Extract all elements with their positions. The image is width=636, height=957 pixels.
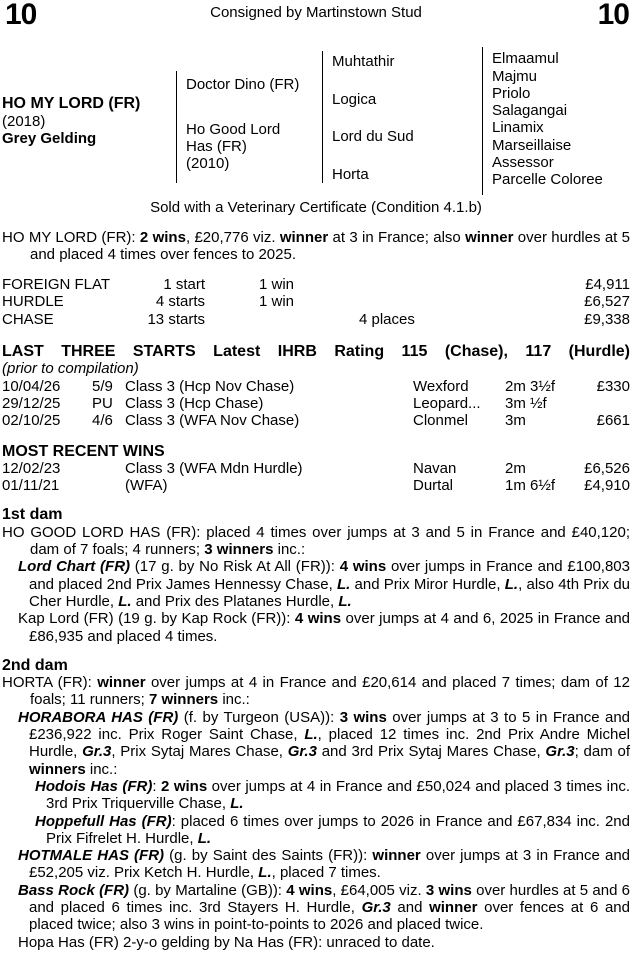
record-row (2, 293, 630, 310)
pedigree-table (2, 47, 630, 195)
pedigree-grandparents-column (322, 47, 482, 195)
produce-paragraph: Bass Rock (FR) (g. by Martaline (GB)): 4 wins, £64,005 viz. 3 wins over hurdles at 5 and 6 and placed 6 times inc. 3rd Stayers H. Hurdle, Gr.3 and winner over fences at 6 and placed twice; also 3 wins in point-to-points to 2026 and placed twice. (18, 881, 631, 934)
start-date-cell: 10/04/26 (2, 377, 61, 395)
start-prize-cell (579, 395, 630, 412)
record-places-cell (359, 293, 481, 310)
race-summary-paragraph: HO MY LORD (FR): 2 wins, £20,776 viz. winner at 3 in France; also winner over hurdles at 5 and placed 4 times over fences to 2025. (2, 228, 631, 263)
win-distance-cell: 2m (505, 459, 526, 477)
record-starts-cell: 4 starts (155, 293, 205, 311)
start-position-cell: PU (92, 394, 113, 412)
win-date-cell: 12/02/23 (2, 459, 61, 477)
dam-name-line: Ho Good Lord (186, 120, 281, 138)
most-recent-wins-heading: MOST RECENT WINS (2, 442, 165, 460)
first-dam-heading: 1st dam (2, 506, 63, 524)
start-row (2, 378, 630, 395)
win-race-cell: Class 3 (WFA Mdn Hurdle) (125, 459, 303, 477)
great-grandparent-name: Linamix (492, 119, 544, 137)
record-row (2, 276, 630, 293)
start-distance-cell: 3m (505, 412, 526, 430)
dam-name-block (186, 121, 322, 173)
dam-year: (2010) (186, 155, 230, 173)
win-date-cell: 01/11/21 (2, 477, 60, 495)
record-category-cell: HURDLE (2, 293, 64, 311)
win-row (2, 477, 630, 494)
first-dam-section (2, 524, 630, 645)
start-course-cell: Wexford (413, 377, 469, 395)
win-course-cell: Durtal (413, 477, 454, 495)
win-prize-cell: £4,910 (584, 477, 630, 495)
produce-paragraph: Lord Chart (FR) (17 g. by No Risk At All (FR)): 4 wins over jumps in France and £100,803 and placed 2nd Prix James Hennessy Chase, L. and Prix Miror Hurdle, L., also 4th Prix du Cher Hurdle, L. and Prix des Platanes Hurdle, L. (18, 558, 631, 610)
produce-paragraph: HORABORA HAS (FR) (f. by Turgeon (USA)): 3 wins over jumps at 3 to 5 in France and £236,922 inc. Prix Roger Saint Chase, L., placed 12 times inc. 2nd Prix Andre Michel Hurdle, Gr.3, Prix Sytaj Mares Chase, Gr.3 and 3rd Prix Sytaj Mares Chase, Gr.3; dam of winners inc.: (18, 708, 631, 778)
grandparent-name: Logica (332, 90, 377, 108)
grandparent-name: Horta (332, 165, 369, 183)
record-earnings-cell: £6,527 (584, 293, 630, 311)
win-position-cell (92, 460, 125, 477)
grandparent-name: Muhtathir (332, 53, 395, 71)
start-prize-cell: £330 (596, 377, 630, 395)
sire-name: Doctor Dino (FR) (186, 76, 300, 94)
second-dam-heading: 2nd dam (2, 656, 68, 674)
start-date-cell: 29/12/25 (2, 394, 61, 412)
great-grandparent-name: Assessor (492, 154, 554, 172)
grand-produce-paragraph: Hoppefull Has (FR): placed 6 times over jumps to 2026 in France and £67,834 inc. 2nd Prix Fifrelet H. Hurdle, L. (35, 812, 630, 847)
record-category-cell: FOREIGN FLAT (2, 276, 111, 294)
win-course-cell: Navan (413, 459, 457, 477)
grand-produce-paragraph: Hodois Has (FR): 2 wins over jumps at 4 in France and £50,024 and placed 3 times inc. 3rd Prix Triquerville Chase, L. (35, 777, 630, 813)
start-distance-cell: 2m 3½f (505, 377, 556, 395)
dam-paragraph: HORTA (FR): winner over jumps at 4 in France and £20,614 and placed 7 times; dam of 12 foals; 11 runners; 7 winners inc.: (2, 674, 630, 709)
lot-number-right: 10 (597, 0, 629, 31)
consignor-line: Consigned by Martinstown Stud (210, 4, 422, 21)
record-wins-cell: 1 win (259, 293, 295, 311)
start-date-cell: 02/10/25 (2, 412, 61, 430)
last-three-starts-subheading: (prior to compilation) (2, 360, 139, 378)
record-places-cell: 4 places (359, 310, 415, 328)
start-prize-cell: £661 (596, 412, 630, 430)
produce-paragraph: Hopa Has (FR) 2-y-o gelding by Na Has (FR): unraced to date. (18, 933, 435, 951)
most-recent-wins-table (2, 460, 630, 495)
record-wins-cell (259, 311, 359, 328)
win-distance-cell: 1m 6½f (505, 477, 556, 495)
last-three-starts-heading: LAST THREE STARTS Latest IHRB Rating 115 (Chase), 117 (Hurdle) (2, 343, 630, 361)
start-race-cell: Class 3 (WFA Nov Chase) (125, 412, 300, 430)
great-grandparent-name: Elmaamul (492, 50, 559, 68)
start-position-cell: 5/9 (92, 377, 113, 395)
produce-paragraph: HOTMALE HAS (FR) (g. by Saint des Saints (FR)): winner over jumps at 3 in France and £52,205 viz. Prix Ketch H. Hurdle, L., placed 7 times. (18, 847, 630, 882)
start-row (2, 395, 630, 412)
start-row (2, 412, 630, 429)
horse-sex: Grey Gelding (2, 129, 97, 147)
record-row (2, 311, 630, 328)
win-race-cell: (WFA) (125, 477, 168, 495)
win-prize-cell: £6,526 (584, 459, 630, 477)
pedigree-parents-column (176, 47, 322, 195)
horse-name: HO MY LORD (FR) (2, 95, 141, 113)
pedigree-divider (482, 47, 483, 195)
record-table (2, 276, 630, 328)
pedigree-great-grandparents-column (482, 47, 630, 195)
record-category-cell: CHASE (2, 310, 54, 328)
record-earnings-cell: £9,338 (584, 310, 630, 328)
second-dam-section (2, 674, 630, 951)
grandparent-name: Lord du Sud (332, 128, 414, 146)
pedigree-divider (322, 51, 323, 183)
great-grandparent-name: Salagangai (492, 102, 568, 120)
last-three-starts-table (2, 378, 630, 430)
start-course-cell: Leopard... (413, 394, 481, 412)
great-grandparent-name: Marseillaise (492, 136, 572, 154)
great-grandparent-name: Parcelle Coloree (492, 171, 603, 189)
record-places-cell (359, 276, 481, 293)
dam-paragraph: HO GOOD LORD HAS (FR): placed 4 times over jumps at 3 and 5 in France and £40,120; dam of 7 foals; 4 runners; 3 winners inc.: (2, 523, 630, 559)
start-race-cell: Class 3 (Hcp Nov Chase) (125, 377, 295, 395)
record-earnings-cell: £4,911 (585, 276, 630, 294)
produce-paragraph: Kap Lord (FR) (19 g. by Kap Rock (FR)): 4 wins over jumps at 4 and 6, 2025 in France and £86,935 and placed 4 times. (18, 610, 631, 645)
start-course-cell: Clonmel (413, 412, 469, 430)
lot-number-left: 10 (5, 0, 37, 31)
win-position-cell (92, 477, 125, 494)
pedigree-subject-column (2, 47, 176, 195)
start-position-cell: 4/6 (92, 412, 113, 430)
record-starts-cell: 13 starts (147, 310, 205, 328)
great-grandparent-name: Priolo (492, 84, 531, 102)
horse-year: (2018) (2, 112, 46, 130)
great-grandparent-name: Majmu (492, 67, 538, 85)
dam-name-line: Has (FR) (186, 137, 247, 155)
record-starts-cell: 1 start (163, 276, 205, 294)
veterinary-note: Sold with a Veterinary Certificate (Condition 4.1.b) (150, 199, 482, 217)
record-wins-cell: 1 win (259, 276, 295, 294)
win-row (2, 460, 630, 477)
pedigree-divider (176, 71, 177, 183)
start-distance-cell: 3m ½f (505, 394, 547, 412)
start-race-cell: Class 3 (Hcp Chase) (125, 394, 264, 412)
